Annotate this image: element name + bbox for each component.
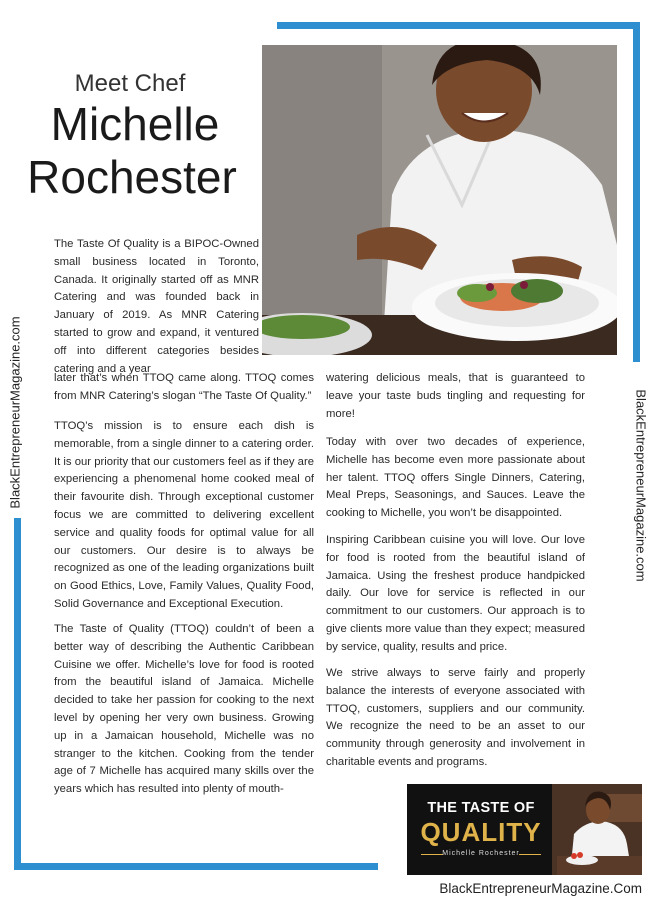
ad-title-line2: QUALITY (420, 817, 542, 847)
chef-photo (262, 45, 617, 355)
side-branding-left-text: BlackEntrepreneurMagazine.com (7, 315, 23, 509)
frame-left-bar (14, 518, 21, 870)
frame-bottom-bar (14, 863, 378, 870)
article-paragraph-cuisine-cont: watering delicious meals, that is guaranteed to leave your taste buds tingling and requesting for more! (326, 372, 585, 420)
title-pre: Meet Chef (74, 70, 186, 97)
frame-top-bar (277, 22, 640, 29)
side-branding-right (628, 375, 654, 595)
title-first-name: Michelle (50, 98, 220, 150)
article-paragraph-community: We strive always to serve fairly and properly balance the interests of everyone associated with TTOQ, customers, suppliers and our community. We recognize the need to be an asset to our community through generosity and involvement in charitable events and programs. (326, 667, 585, 768)
ad-chef-name: Michelle Rochester (442, 850, 520, 857)
ad-title-line1: THE TASTE OF (427, 800, 535, 816)
title-last-name: Rochester (27, 151, 237, 203)
ad-chef-illustration (552, 784, 642, 875)
footer-url[interactable]: BlackEntrepreneurMagazine.Com (439, 881, 642, 896)
article-paragraph-mission: TTOQ’s mission is to ensure each dish is memorable, from a single dinner to a catering order. It is our priority that our customers feel as if they are experiencing a phenomenal home cooked meal of their favourite dish. Through exceptional customer focus we are committed to delivering excellent service and quality foods for optimal value for all our customers. Our desire is to always be recognized as one of the leading organizations built on Good Ethics, Love, Family Values, Quality Food, Solid Governance and Exceptional Execution. (54, 420, 314, 610)
taste-of-quality-ad[interactable] (407, 784, 642, 875)
frame-right-bar (633, 22, 640, 362)
side-branding-right-text: BlackEntrepreneurMagazine.com (633, 388, 649, 582)
article-paragraph-intro: The Taste Of Quality is a BIPOC-Owned small business located in Toronto, Canada. It originally started off as MNR Catering and was founded back in January of 2019. As MNR Catering started to grow and expand, it ventured off into different categories besides catering and a year (54, 238, 259, 375)
article-paragraph-inspiring: Inspiring Caribbean cuisine you will love. Our love for food is rooted from the beautiful island of Jamaica. Using the freshest produce handpicked daily. Our love for service is reflected in our commitment to our customers. Our approach is to give clients more value than they expect; measured by service, quality, results and price. (326, 534, 585, 653)
ad-chef-image (552, 784, 642, 875)
chef-photo-illustration (262, 45, 617, 355)
article-paragraph-cuisine: The Taste of Quality (TTOQ) couldn’t of been a better way of describing the Authentic Caribbean Cuisine we offer. Michelle’s love for food is rooted from the beautiful island of Jamaica. Michelle decided to take her passion for cooking to the next level by opening her very own business. Growing up in a Jamaican household, Michelle was no stranger to the kitchen. Cooking from the tender age of 7 Michelle has acquired many skills over the years which has resulted into plenty of mouth- (54, 623, 314, 796)
article-paragraph-intro-cont: later that’s when TTOQ came along. TTOQ comes from MNR Catering’s slogan “The Taste Of Quality.” (54, 372, 314, 402)
side-branding-left (2, 307, 28, 517)
article-paragraph-experience: Today with over two decades of experience, Michelle has become even more passionate about her talent. TTOQ offers Single Dinners, Catering, Meal Preps, Seasonings, and Sauces. Leave the cooking to Michelle, you won’t be disappointed. (326, 436, 585, 520)
